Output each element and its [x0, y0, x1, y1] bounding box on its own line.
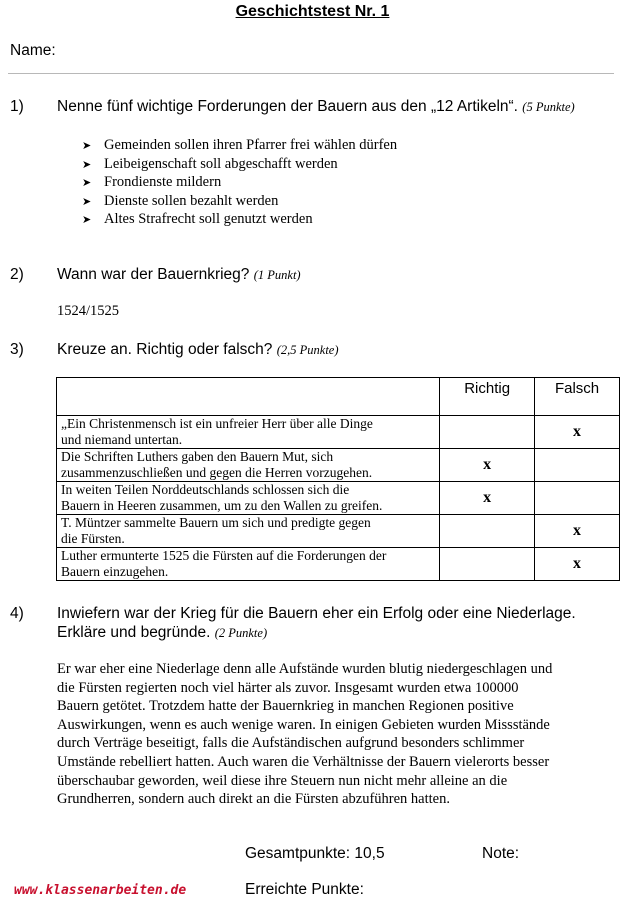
q3-number: 3) — [10, 341, 24, 358]
answer-line: durch Verträge beseitigt, falls die Aufständischen aufgrund besonders schlimmer — [57, 735, 525, 752]
answer-line: Grundherren, sondern auch direkt an die Fürsten abzuführen hatten. — [57, 791, 450, 808]
column-header-falsch: Falsch — [535, 378, 620, 416]
falsch-cell[interactable] — [535, 482, 620, 515]
falsch-cell[interactable]: x — [535, 548, 620, 581]
statement-cell: In weiten Teilen Norddeutschlands schlossen sich die Bauern in Heeren zusammen, um zu den Wallen zu greifen. — [57, 482, 440, 515]
total-points: Gesamtpunkte: 10,5 — [245, 845, 385, 862]
table-header-row — [57, 378, 620, 416]
statement-cell: Die Schriften Luthers gaben den Bauern Mut, sich zusammenzuschließen und gegen die Herren vorzugehen. — [57, 449, 440, 482]
arrow-bullet-icon: ➤ — [82, 194, 92, 208]
statement-cell: T. Müntzer sammelte Bauern um sich und predigte gegen die Fürsten. — [57, 515, 440, 548]
q2-text: Wann war der Bauernkrieg? — [57, 266, 250, 283]
list-item: ➤ Gemeinden sollen ihren Pfarrer frei wählen dürfen — [82, 136, 397, 155]
q4-points: (2 Punkte) — [214, 626, 268, 640]
table-row — [57, 515, 620, 548]
arrow-bullet-icon: ➤ — [82, 176, 92, 189]
list-item: ➤ Leibeigenschaft soll abgeschafft werden — [82, 155, 397, 174]
list-item: ➤ Dienste sollen bezahlt werden — [82, 192, 397, 211]
richtig-cell[interactable]: x — [440, 449, 535, 482]
q4-answer — [57, 660, 552, 809]
answer-line: die Fürsten regierten noch viel härter als zuvor. Insgesamt wurden etwa 100000 — [57, 679, 519, 696]
statement-cell: Luther ermunterte 1525 die Fürsten auf die Forderungen der Bauern einzugehen. — [57, 548, 440, 581]
falsch-cell[interactable]: x — [535, 416, 620, 449]
table-row — [57, 548, 620, 581]
q2-number: 2) — [10, 266, 24, 283]
list-item: ➤ Frondienste mildern — [82, 173, 397, 192]
answer-line: Auswirkungen, wenn es auch wenige waren. In einigen Gebieten wurden Missstände — [57, 716, 550, 733]
arrow-bullet-icon: ➤ — [82, 157, 92, 171]
richtig-cell[interactable] — [440, 416, 535, 449]
table-row — [57, 416, 620, 449]
falsch-cell[interactable]: x — [535, 515, 620, 548]
q3-text: Kreuze an. Richtig oder falsch? — [57, 341, 273, 358]
arrow-bullet-icon: ➤ — [82, 213, 92, 226]
q1-number: 1) — [10, 98, 24, 115]
arrow-bullet-icon: ➤ — [82, 139, 92, 152]
q4-number: 4) — [10, 605, 24, 622]
q1-text: Nenne fünf wichtige Forderungen der Bauern aus den „12 Artikeln“. — [57, 98, 518, 115]
richtig-cell[interactable] — [440, 515, 535, 548]
statement-cell: „Ein Christenmensch ist ein unfreier Herr über alle Dinge und niemand untertan. — [57, 416, 440, 449]
richtig-cell[interactable]: x — [440, 482, 535, 515]
column-header-richtig: Richtig — [440, 378, 535, 416]
q2-question — [57, 266, 301, 284]
q2-answer: 1524/1525 — [57, 303, 120, 319]
answer-line: Bauern getötet. Trotzdem hatte der Bauernkrieg in manchen Regionen positive — [57, 698, 514, 715]
q2-points: (1 Punkt) — [253, 268, 301, 282]
table-row — [57, 482, 620, 515]
website-logo[interactable]: www.klassenarbeiten.de — [14, 883, 187, 898]
q1-answer-list — [82, 136, 397, 229]
table-row — [57, 449, 620, 482]
richtig-cell[interactable] — [440, 548, 535, 581]
list-item: ➤ Altes Strafrecht soll genutzt werden — [82, 210, 397, 229]
q3-points: (2,5 Punkte) — [276, 343, 339, 357]
true-false-table — [56, 377, 620, 581]
divider — [8, 73, 614, 74]
answer-line: Umstände rebelliert hatten. Auch waren die Verhältnisse der Bauern vielerorts besser — [57, 753, 550, 770]
falsch-cell[interactable] — [535, 449, 620, 482]
table-header-empty — [57, 378, 440, 416]
name-label: Name: — [10, 42, 56, 59]
q4-question-line2 — [57, 624, 267, 642]
q1-points: (5 Punkte) — [522, 100, 575, 114]
q3-question — [57, 341, 339, 359]
q4-text: Erkläre und begründe. — [57, 624, 211, 641]
answer-line: Er war eher eine Niederlage denn alle Aufstände wurden blutig niedergeschlagen und — [57, 661, 553, 677]
q4-question-line1: Inwiefern war der Krieg für die Bauern eher ein Erfolg oder eine Niederlage. — [57, 605, 576, 622]
answer-line: überschaubar geworden, weil diese ihre Steuern nun nicht mehr alleine an die — [57, 772, 508, 789]
achieved-points-label: Erreichte Punkte: — [245, 881, 364, 898]
q1-question — [57, 98, 575, 116]
grade-label: Note: — [482, 845, 520, 862]
page-title: Geschichtstest Nr. 1 — [235, 3, 390, 20]
